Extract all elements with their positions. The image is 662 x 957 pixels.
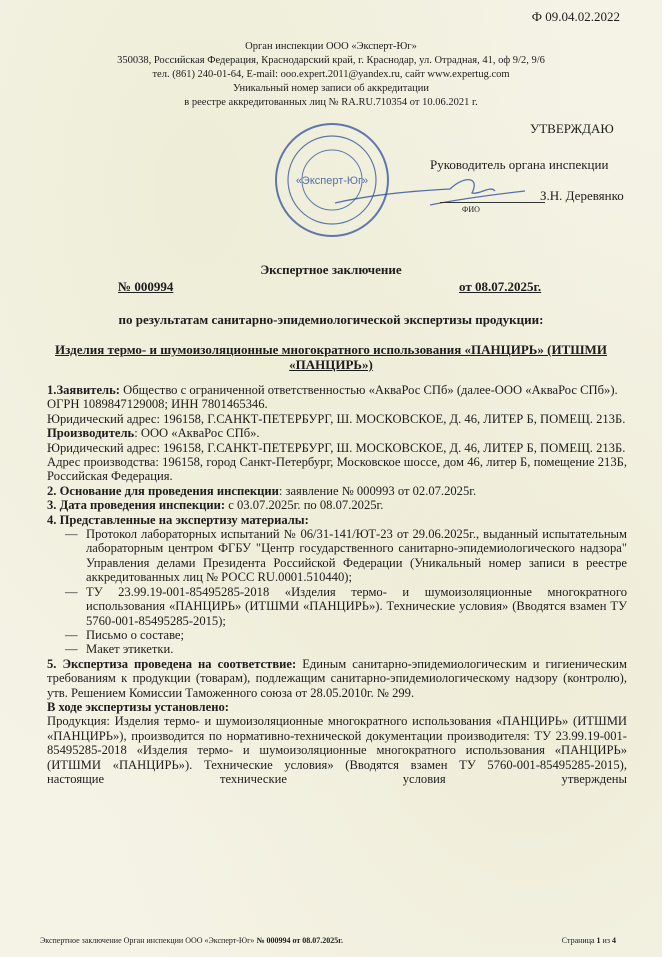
document-title: Экспертное заключение <box>260 262 402 277</box>
accreditation-line-2: в реестре аккредитованных лиц № RA.RU.710354 от 10.06.2021 г. <box>184 97 478 108</box>
accreditation-line-1: Уникальный номер записи об аккредитации <box>232 83 430 94</box>
applicant-ogrn: ОГРН 1089847129008; ИНН 7801465346. <box>47 397 268 412</box>
document-body <box>47 383 627 786</box>
org-contacts: тел. (861) 240-01-64, E-mail: ooo.expert.2011@yandex.ru, сайт www.expertug.com <box>152 69 510 80</box>
manufacturer-address: Юридический адрес: 196158, Г.САНКТ-ПЕТЕРБУРГ, Ш. МОСКОВСКОЕ, Д. 46, ЛИТЕР Б, ПОМЕЩ. 213Б. <box>47 440 626 455</box>
page-footer <box>40 936 616 945</box>
approve-label: УТВЕРЖДАЮ <box>530 121 614 136</box>
section-applicant: 1.Заявитель: Общество с ограниченной ответственностью «АкваРос СПб» (далее-ООО «АкваРос СПб»). <box>47 383 618 397</box>
document-subtitle: по результатам санитарно-эпидемиологической экспертизы продукции: <box>118 312 544 327</box>
document-date: от 08.07.2025г. <box>459 279 542 294</box>
section-manufacturer: Производитель: ООО «АкваРос СПб». <box>47 426 260 441</box>
section-findings-heading: В ходе экспертизы установлено: <box>47 699 229 714</box>
document-number: № 000994 <box>118 279 174 294</box>
org-name: Орган инспекции ООО «Эксперт-Юг» <box>245 41 417 52</box>
section-basis: 2. Основание для проведения инспекции: заявление № 000993 от 02.07.2025г. <box>47 483 477 498</box>
form-code: Ф 09.04.02.2022 <box>531 9 620 24</box>
fio-caption: ФИО <box>462 205 480 214</box>
applicant-address: Юридический адрес: 196158, Г.САНКТ-ПЕТЕРБУРГ, Ш. МОСКОВСКОЕ, Д. 46, ЛИТЕР Б, ПОМЕЩ. 213Б. <box>47 411 626 426</box>
product-name: Изделия термо- и шумоизоляционные многократного использования «ПАНЦИРЬ» (ИТШМИ «ПАНЦИРЬ») <box>55 342 607 372</box>
letterhead <box>0 40 662 110</box>
list-item: — Макет этикетки. <box>47 642 627 656</box>
list-item: — Протокол лабораторных испытаний № 06/31-141/ЮТ-23 от 29.06.2025г., выданный испытательным лабораторным центром ФГБУ "Центр государственного санитарно-эпидемиологического надзора" Управления делами Президента Российской Федерации (Уникальный номер записи в реестре аккредитованных лиц № РОСС RU.0001.510440); <box>47 527 627 585</box>
page-number: Страница 1 из 4 <box>561 936 616 945</box>
approver-position: Руководитель органа инспекции <box>430 157 609 172</box>
materials-list <box>47 527 627 657</box>
footer-doc-ref: Экспертное заключение Орган инспекции ООО «Эксперт-Юг» № 000994 от 08.07.2025г. <box>40 936 344 945</box>
findings-text: Продукция: Изделия термо- и шумоизоляционные многократного использования «ПАНЦИРЬ» (ИТШМИ «ПАНЦИРЬ»), производится по нормативно-технической документации производителя: ТУ 23.99.19-001-85495285-2018 «Изделия термо- и шумоизоляционные многократного использования «ПАНЦИРЬ» (ИТШМИ «ПАНЦИРЬ»). Технические условия» (Вводятся взамен ТУ 5760-001-85495285-2015), настоящие технические условия утверждены <box>47 714 627 786</box>
section-materials-heading: 4. Представленные на экспертизу материалы: <box>47 512 309 527</box>
approver-name: З.Н. Деревянко <box>540 188 624 203</box>
production-address: Адрес производства: 196158, город Санкт-Петербург, Московское шоссе, дом 46, литер Б, помещение 213Б, Российская Федерация. <box>47 455 627 484</box>
section-compliance: 5. Экспертиза проведена на соответствие: Единым санитарно-эпидемиологическим и гигиеническим требованиям к продукции (товарам), подлежащим санитарно-эпидемиологическому надзору (контролю), утв. Решением Комиссии Таможенного союза от 28.05.2010г. № 299. <box>47 656 628 700</box>
list-item: — Письмо о составе; <box>47 628 627 642</box>
stamp-text: «Эксперт-Юг» <box>295 175 369 187</box>
section-inspection-date: 3. Дата проведения инспекции: с 03.07.2025г. по 08.07.2025г. <box>47 498 384 513</box>
list-item: — ТУ 23.99.19-001-85495285-2018 «Изделия термо- и шумоизоляционные многократного использования «ПАНЦИРЬ» (ИТШМИ «ПАНЦИРЬ»). Технические условия» (Вводятся взамен ТУ 5760-001-85495285-2015); <box>47 585 627 628</box>
org-address: 350038, Российская Федерация, Краснодарский край, г. Краснодар, ул. Отрадная, 41, оф 9/2, 9/6 <box>117 55 545 66</box>
signature-line <box>440 202 545 203</box>
